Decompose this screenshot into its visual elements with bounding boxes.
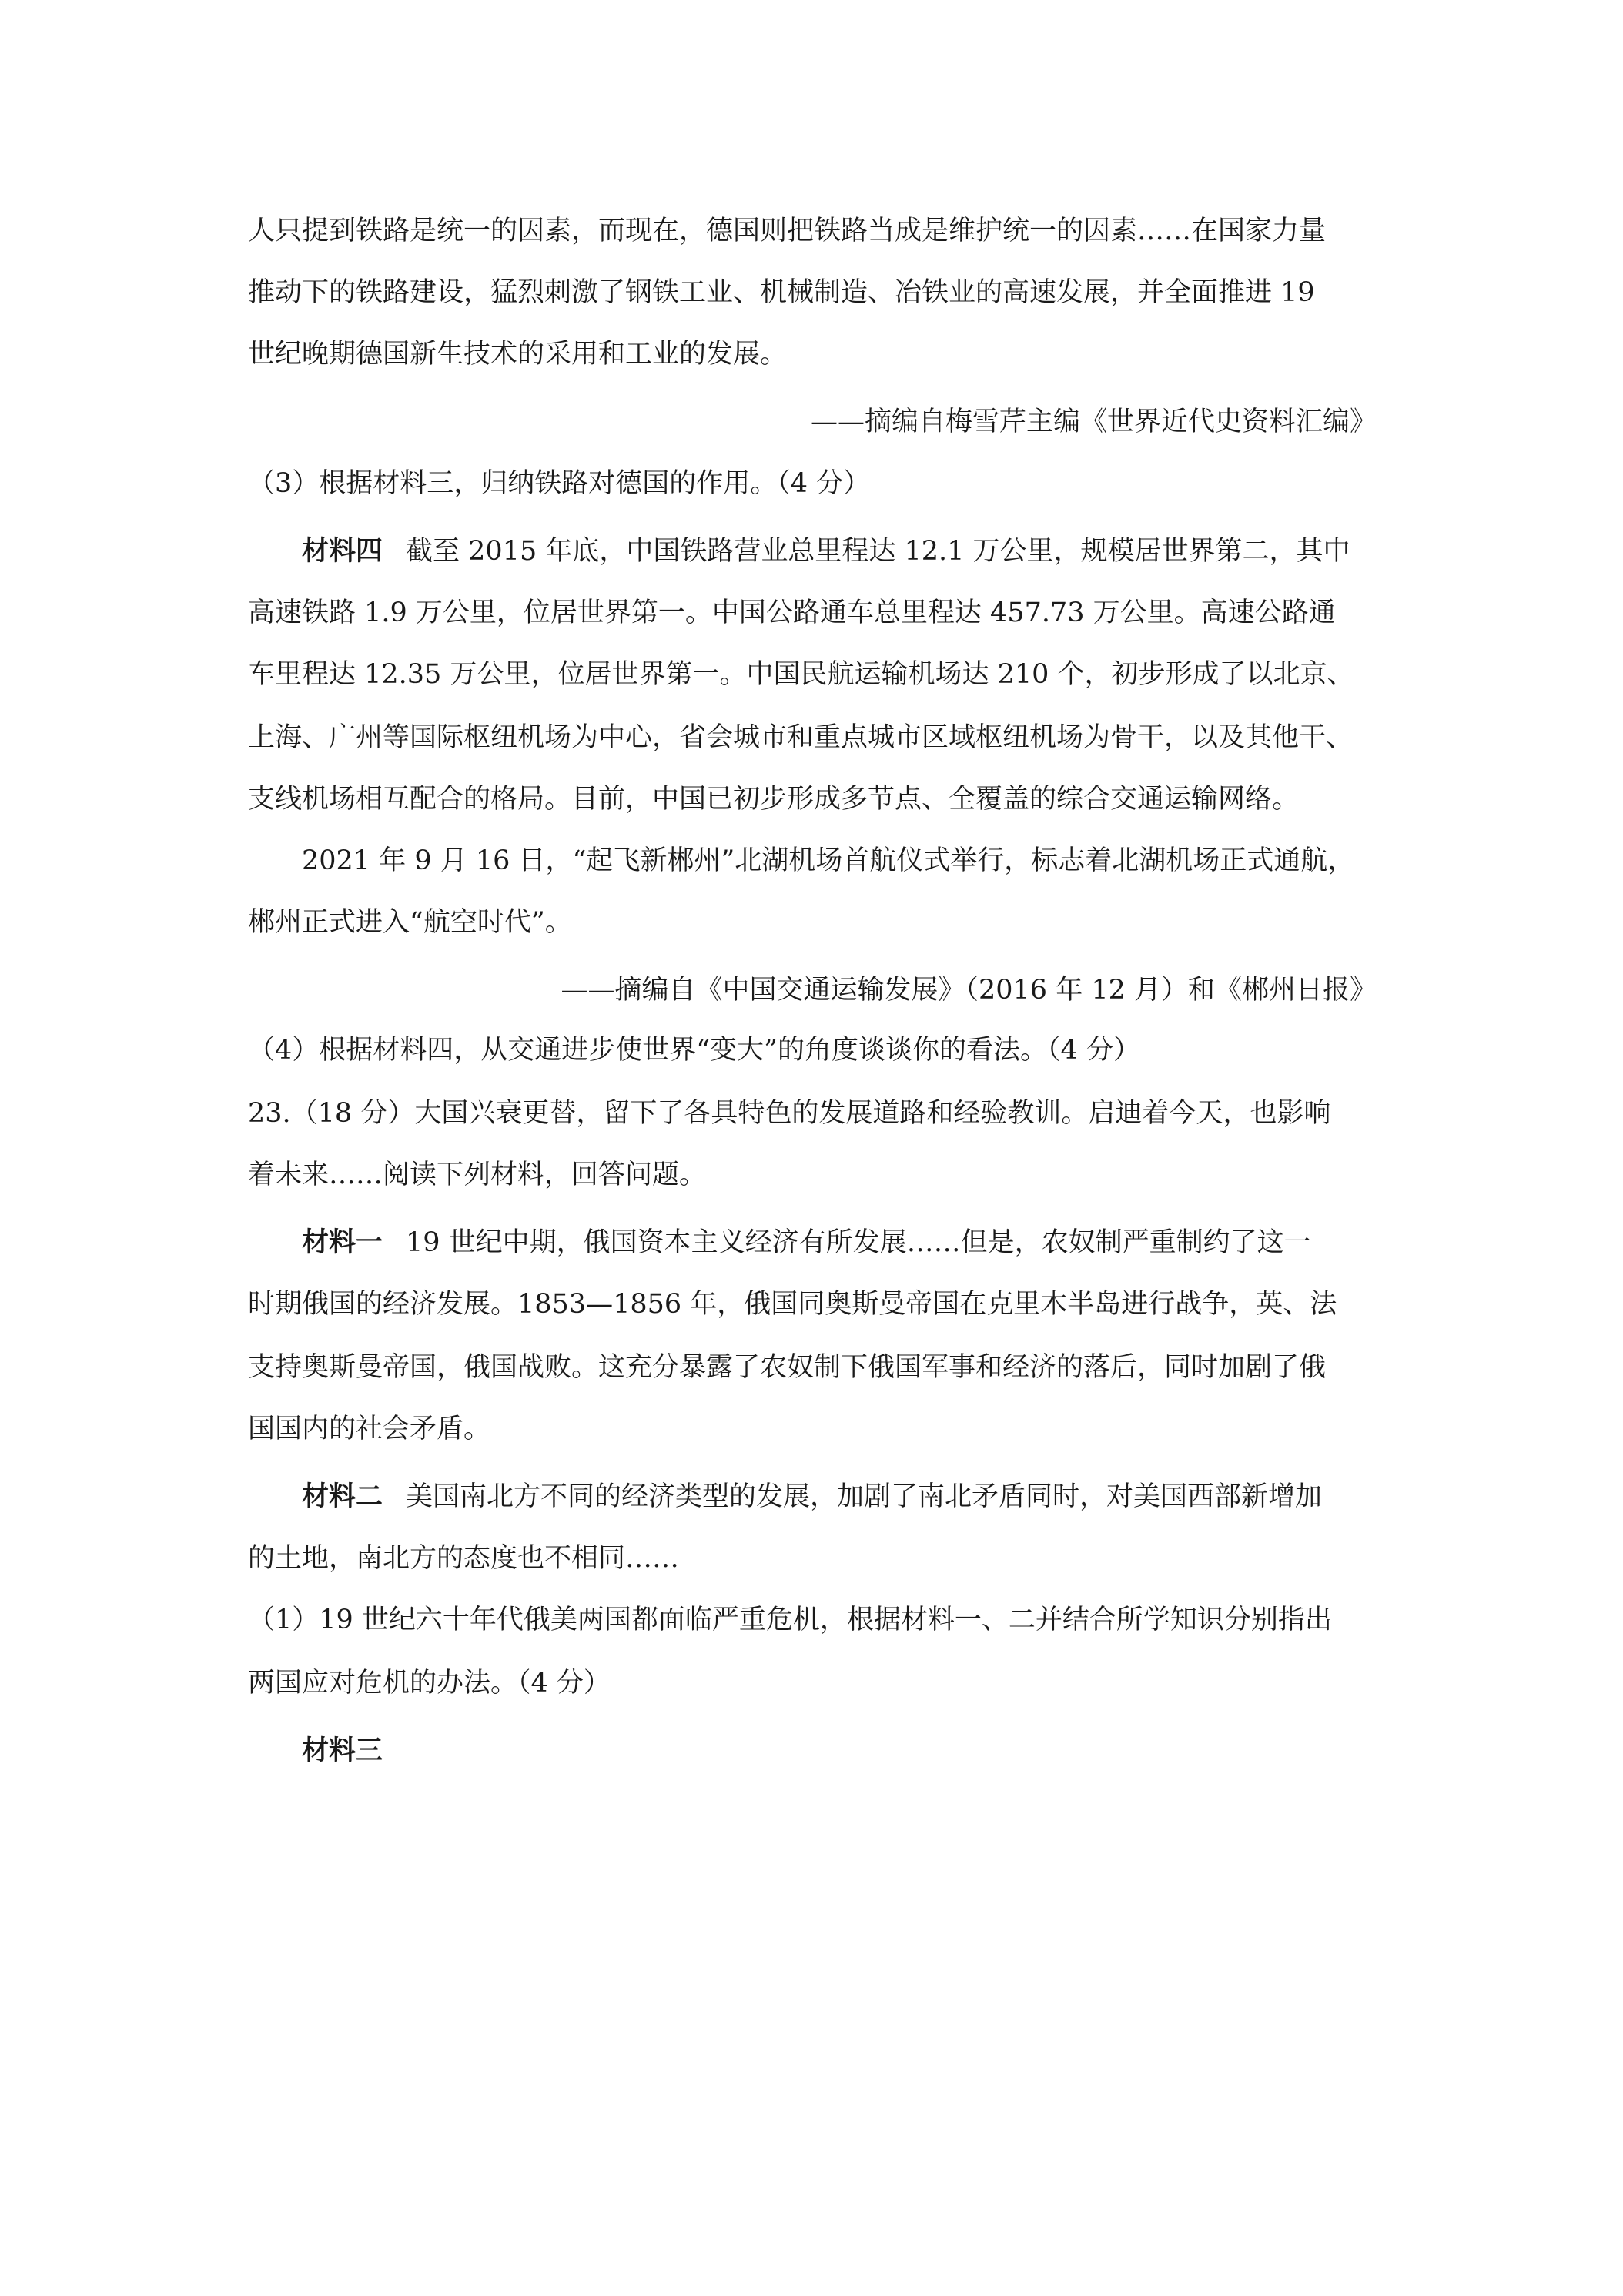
question-23-1: （1）19 世纪六十年代俄美两国都面临严重危机，根据材料一、二并结合所学知识分别指出	[248, 1605, 1332, 1635]
source-citation: ——摘编自梅雪芹主编《世界近代史资料汇编》	[810, 407, 1377, 437]
material-2-first-line	[302, 1478, 1322, 1515]
material-label: 材料四	[302, 536, 383, 567]
text-line: 上海、广州等国际枢纽机场为中心，省会城市和重点城市区域枢纽机场为骨干，以及其他干、	[248, 722, 1354, 753]
material-4-first-line	[302, 533, 1350, 570]
text-line: 支持奥斯曼帝国，俄国战败。这充分暴露了农奴制下俄国军事和经济的落后，同时加剧了俄	[248, 1352, 1327, 1383]
question-4: （4）根据材料四，从交通进步使世界“变大”的角度谈谈你的看法。（4 分）	[248, 1035, 1140, 1066]
text-line: 高速铁路 1.9 万公里，位居世界第一。中国公路通车总里程达 457.73 万公里。高速公路通	[248, 597, 1336, 628]
text-line: 世纪晚期德国新生技术的采用和工业的发展。	[248, 339, 788, 370]
text-line: 2021 年 9 月 16 日，“起飞新郴州”北湖机场首航仪式举行，标志着北湖机场正式通航，	[302, 845, 1355, 876]
text-line: 人只提到铁路是统一的因素，而现在，德国则把铁路当成是维护统一的因素……在国家力量	[248, 216, 1327, 246]
material-label: 材料三	[302, 1735, 383, 1766]
material-label: 材料二	[302, 1481, 383, 1512]
text-span: 美国南北方不同的经济类型的发展，加剧了南北矛盾同时，对美国西部新增加	[406, 1481, 1323, 1512]
text-span: 截至 2015 年底，中国铁路营业总里程达 12.1 万公里，规模居世界第二，其中	[406, 536, 1350, 567]
text-line: 推动下的铁路建设，猛烈刺激了钢铁工业、机械制造、冶铁业的高速发展，并全面推进 19	[248, 277, 1315, 308]
question-3: （3）根据材料三，归纳铁路对德国的作用。（4 分）	[248, 468, 871, 499]
source-citation: ——摘编自《中国交通运输发展》（2016 年 12 月）和《郴州日报》	[561, 975, 1377, 1006]
text-line: 时期俄国的经济发展。1853—1856 年，俄国同奥斯曼帝国在克里木半岛进行战争，英、法	[248, 1289, 1337, 1320]
text-line: 支线机场相互配合的格局。目前，中国已初步形成多节点、全覆盖的综合交通运输网络。	[248, 784, 1300, 815]
text-span: 19 世纪中期，俄国资本主义经济有所发展……但是，农奴制严重制约了这一	[406, 1227, 1311, 1258]
question-23-intro: 23.（18 分）大国兴衰更替，留下了各具特色的发展道路和经验教训。启迪着今天，也影响	[248, 1098, 1331, 1129]
material-1-first-line	[302, 1224, 1311, 1261]
material-label: 材料一	[302, 1227, 383, 1258]
text-line: 车里程达 12.35 万公里，位居世界第一。中国民航运输机场达 210 个，初步形成了以北京、	[248, 659, 1354, 690]
text-line: 着未来……阅读下列材料，回答问题。	[248, 1160, 707, 1190]
text-line: 的土地，南北方的态度也不相同……	[248, 1543, 680, 1574]
material-3-label	[302, 1732, 383, 1769]
text-line: 国国内的社会矛盾。	[248, 1414, 491, 1444]
text-line: 两国应对危机的办法。（4 分）	[248, 1668, 611, 1699]
text-line: 郴州正式进入“航空时代”。	[248, 907, 572, 938]
